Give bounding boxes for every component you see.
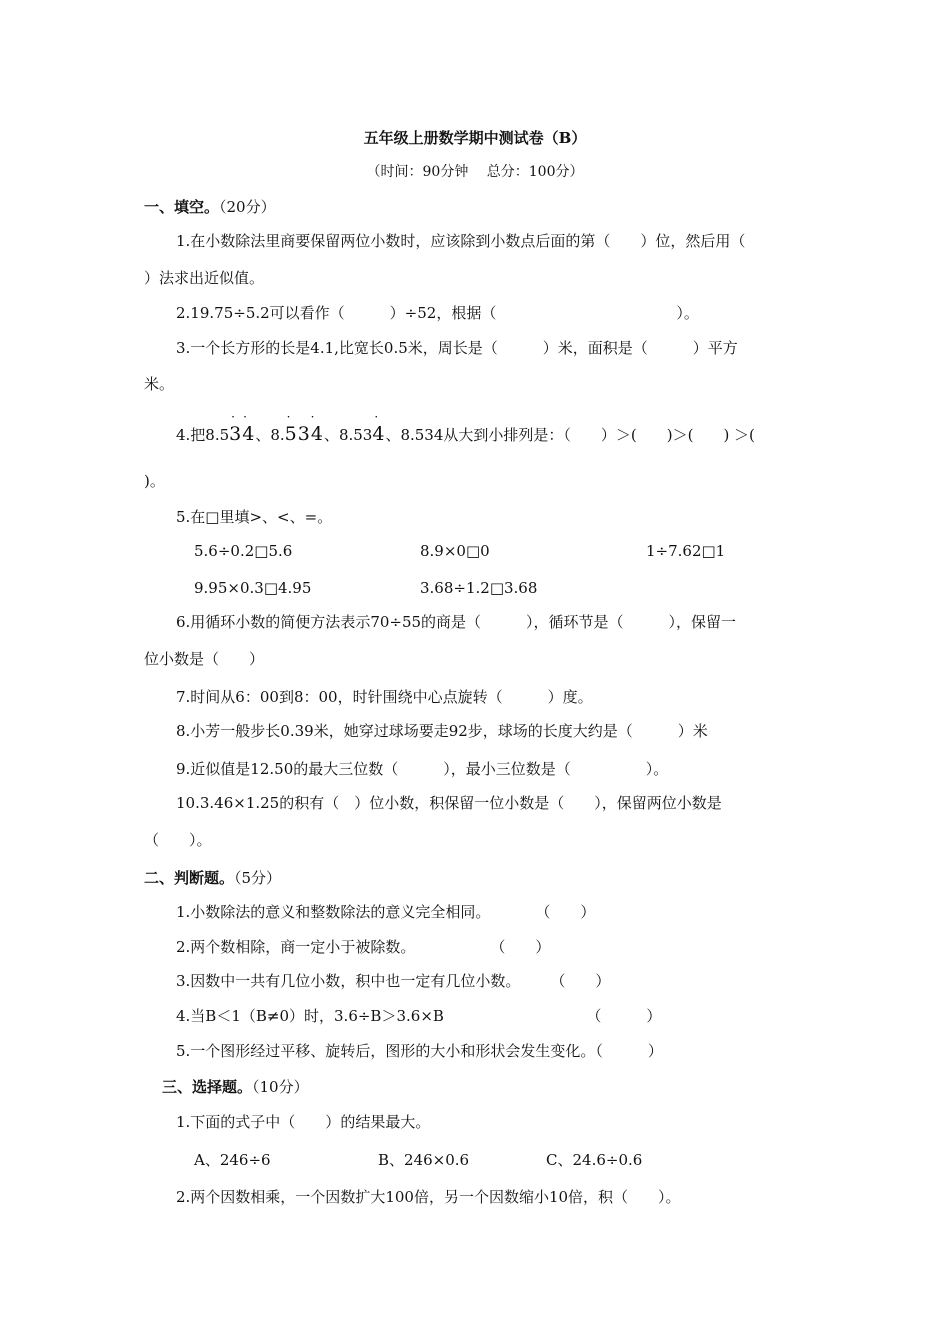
fill-question-2: 2.19.75÷5.2可以看作（ ）÷52，根据（ ）。 (176, 304, 699, 322)
judge-question-3: 3.因数中一共有几位小数，积中也一定有几位小数。 （ ） (176, 972, 611, 990)
section1-heading: 一、填空。 (144, 198, 220, 216)
judge-question-2: 2.两个数相除，商一定小于被除数。 （ ） (176, 938, 551, 956)
fill-question-6-cont: 位小数是（ ） (144, 650, 265, 668)
choice-question-1: 1.下面的式子中（ ）的结果最大。 (176, 1113, 431, 1131)
fill-question-10-cont: （ ）。 (144, 831, 212, 849)
fill-question-4 (176, 410, 755, 445)
recurring-dot: · (286, 410, 292, 424)
recurring-digits-2: · · 534 (284, 410, 324, 445)
time-and-score-note: （时间：90分钟 总分：100分） (366, 164, 584, 180)
recurring-dot: · (243, 410, 248, 424)
q4-sep-2: 、8.53 (323, 426, 373, 444)
fill-question-4-cont: )。 (144, 472, 165, 490)
fill-question-1: 1.在小数除法里商要保留两位小数时，应该除到小数点后面的第（ ）位，然后用（ (176, 232, 746, 250)
recurring-dot: · (310, 410, 316, 424)
recurring-dot: · (374, 410, 380, 424)
section2-header (144, 868, 281, 888)
fill-question-6: 6.用循环小数的简便方法表示70÷55的商是（ ），循环节是（ ），保留一 (176, 613, 737, 631)
compare-item-4: 9.95×0.3□4.95 (194, 579, 312, 597)
recurring-digits-1: · · 34 (229, 410, 256, 445)
page-title: 五年级上册数学期中测试卷（B） (363, 129, 587, 147)
fill-question-9: 9.近似值是12.50的最大三位数（ ），最小三位数是（ ）。 (176, 760, 669, 778)
q4-sep-1: 、8. (255, 426, 285, 444)
judge-question-1: 1.小数除法的意义和整数除法的意义完全相同。 （ ） (176, 903, 596, 921)
compare-item-5: 3.68÷1.2□3.68 (420, 579, 538, 597)
section3-heading: 三、选择题。 (162, 1078, 253, 1096)
section3-score: （10分） (252, 1078, 309, 1096)
choice-option-b: B、246×0.6 (378, 1151, 470, 1169)
fill-question-10: 10.3.46×1.25的积有（ ）位小数，积保留一位小数是（ ），保留两位小数是 (176, 794, 722, 812)
fill-question-7: 7.时间从6：00到8：00，时针围绕中心点旋转（ ）度。 (176, 688, 593, 706)
compare-item-2: 8.9×0□0 (420, 542, 490, 560)
section2-heading: 二、判断题。 (144, 869, 235, 887)
recurring-digits-3: · 4 (372, 410, 386, 445)
q4-suffix: 、8.534从大到小排列是：（ ）＞( )＞( ) ＞( (385, 426, 755, 444)
choice-option-c: C、24.6÷0.6 (546, 1151, 643, 1169)
fill-question-1-cont: ）法求出近似值。 (144, 269, 265, 287)
q4-prefix: 4.把8.5 (176, 426, 230, 444)
judge-question-4: 4.当B＜1（B≠0）时，3.6÷B＞3.6×B （ ） (176, 1007, 662, 1025)
recurring-dot: · (231, 410, 236, 424)
section1-score: （20分） (219, 198, 276, 216)
fill-question-5: 5.在□里填>、<、=。 (176, 508, 333, 526)
fill-question-3: 3.一个长方形的长是4.1,比宽长0.5米，周长是（ ）米，面积是（ ）平方 (176, 339, 738, 357)
fill-question-8: 8.小芳一般步长0.39米，她穿过球场要走92步，球场的长度大约是（ ）米 (176, 722, 708, 740)
fill-question-3-cont: 米。 (144, 375, 175, 393)
choice-option-a: A、246÷6 (194, 1151, 271, 1169)
section3-header (162, 1077, 309, 1097)
choice-question-2: 2.两个因数相乘，一个因数扩大100倍，另一个因数缩小10倍，积（ ）。 (176, 1188, 681, 1206)
compare-item-3: 1÷7.62□1 (646, 542, 726, 560)
judge-question-5: 5.一个图形经过平移、旋转后，图形的大小和形状会发生变化。（ ） (176, 1042, 663, 1060)
section2-score: （5分） (234, 869, 282, 887)
section1-header (144, 197, 276, 217)
compare-item-1: 5.6÷0.2□5.6 (194, 542, 293, 560)
